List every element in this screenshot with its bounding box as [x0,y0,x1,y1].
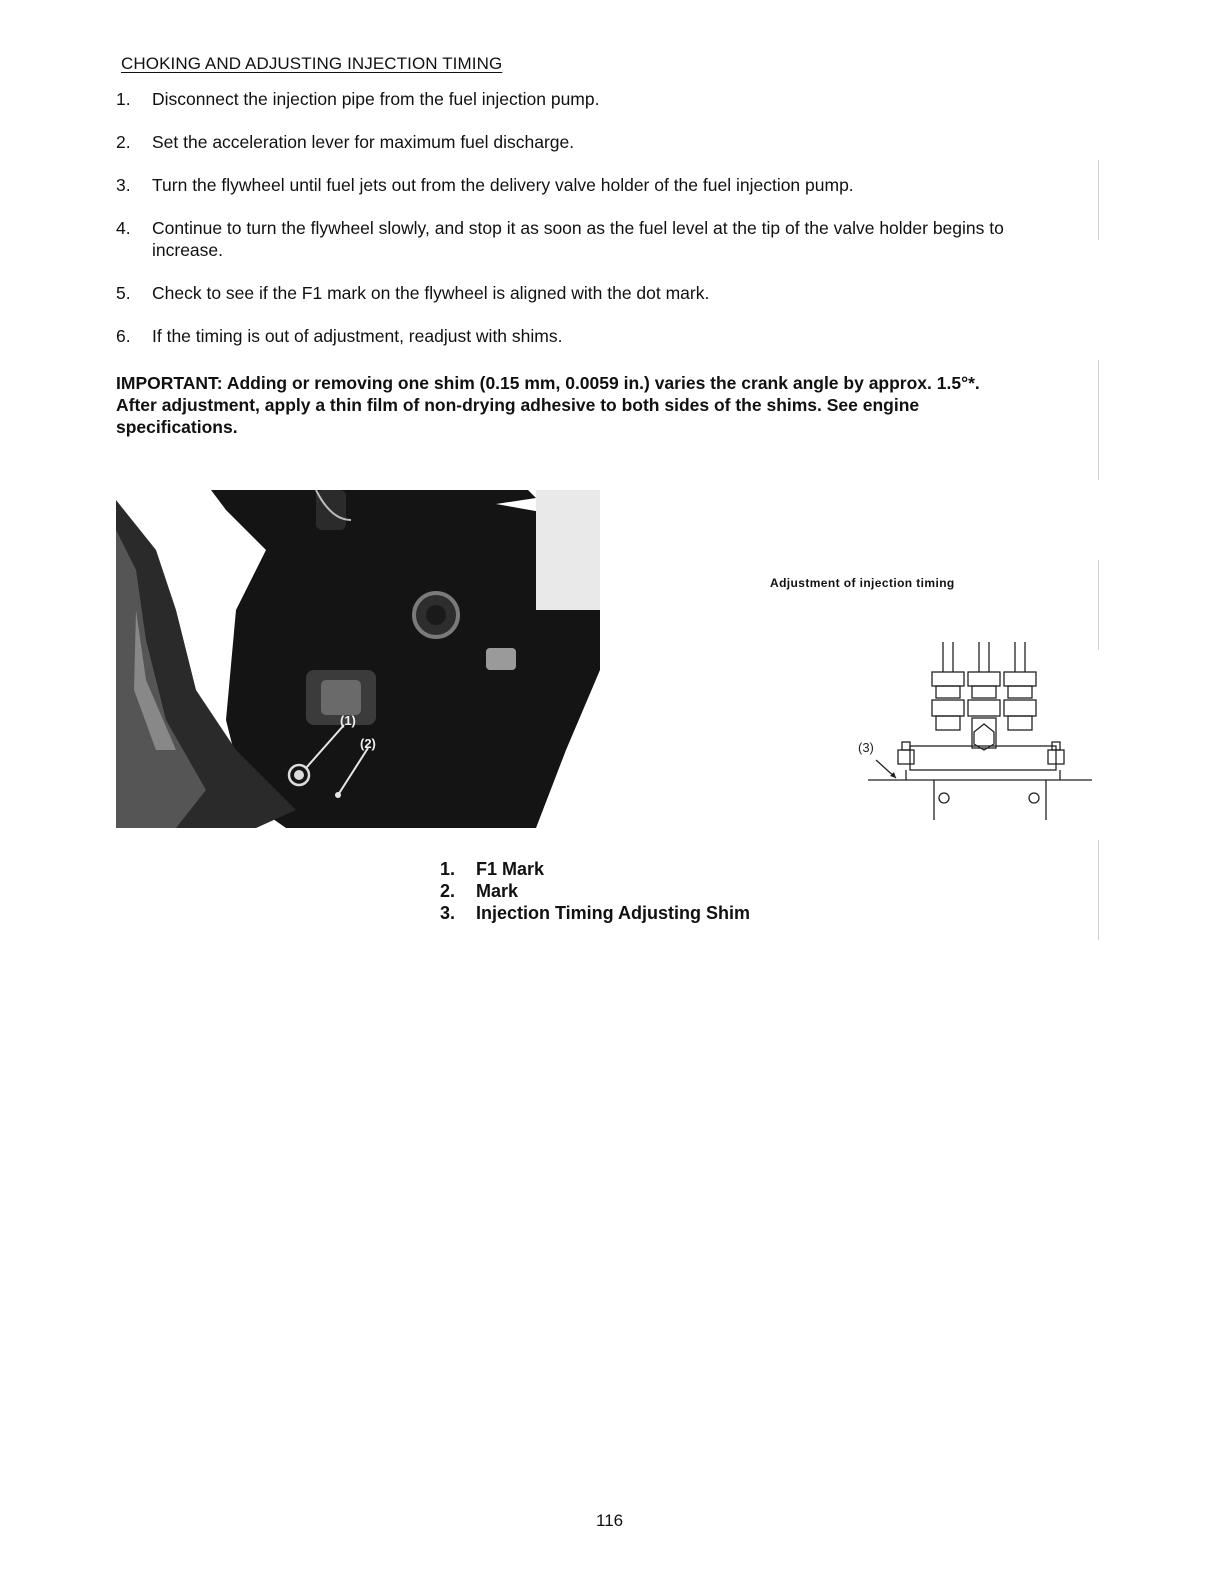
step-number: 5. [116,283,131,303]
step-item [116,174,1016,196]
injection-timing-diagram [850,632,1100,828]
legend-number: 1. [440,859,456,879]
legend-item [440,880,750,902]
step-text: Continue to turn the flywheel slowly, and stop it as soon as the fuel level at the tip of the valve holder begins to increase. [152,218,1004,260]
step-item [116,325,1016,347]
diagram-callout-3: (3) [858,740,874,755]
figure-legend [440,858,750,924]
step-item [116,282,1016,304]
step-text: Turn the flywheel until fuel jets out from the delivery valve holder of the fuel injection pump. [152,175,854,195]
step-item [116,131,1016,153]
step-text: Check to see if the F1 mark on the flywheel is aligned with the dot mark. [152,283,710,303]
legend-number: 3. [440,903,456,923]
legend-text: Mark [476,881,519,901]
photo-callout-2: (2) [360,736,376,751]
legend-number: 2. [440,881,456,901]
step-number: 6. [116,326,131,346]
section-heading: CHOKING AND ADJUSTING INJECTION TIMING [121,54,503,73]
step-item [116,88,1016,110]
legend-text: Injection Timing Adjusting Shim [476,903,750,923]
step-number: 4. [116,218,131,238]
step-number: 3. [116,175,131,195]
page-number: 116 [596,1511,624,1530]
diagram-caption: Adjustment of injection timing [770,576,955,590]
instruction-steps [116,88,1016,368]
engine-photo [116,490,600,828]
step-number: 1. [116,89,131,109]
legend-item [440,902,750,924]
step-text: Disconnect the injection pipe from the fuel injection pump. [152,89,600,109]
margin-rule [1098,840,1099,940]
legend-item [440,858,750,880]
margin-rule [1098,560,1099,650]
step-number: 2. [116,132,131,152]
step-text: Set the acceleration lever for maximum fuel discharge. [152,132,575,152]
step-item [116,217,1016,261]
important-note: IMPORTANT: Adding or removing one shim (0.15 mm, 0.0059 in.) varies the crank angle by approx. 1.5°*. After adjustment, apply a thin film of non-drying adhesive to both sides of the shims. See engine specifications. [116,373,980,437]
margin-rule [1098,160,1099,240]
legend-text: F1 Mark [476,859,545,879]
step-text: If the timing is out of adjustment, readjust with shims. [152,326,563,346]
margin-rule [1098,360,1099,480]
photo-callout-1: (1) [340,713,356,728]
